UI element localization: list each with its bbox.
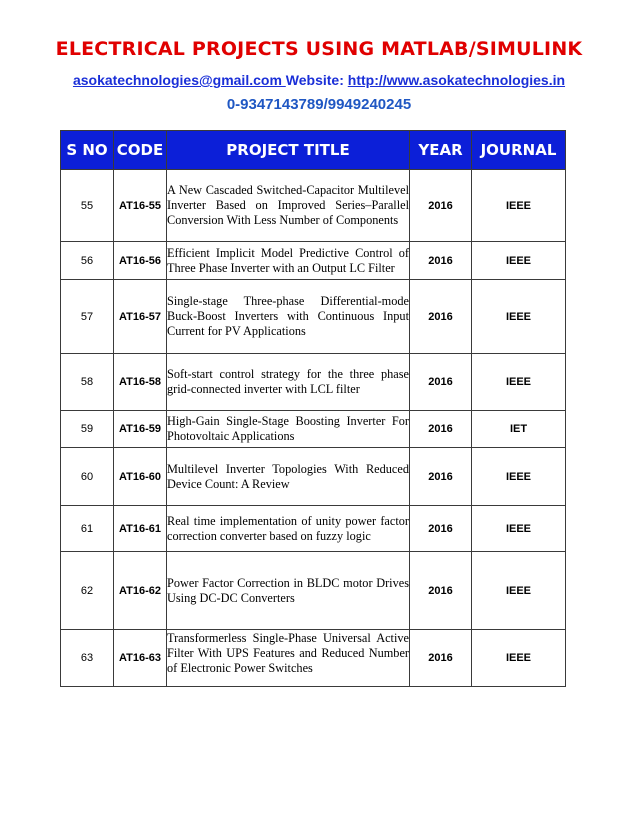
cell-year: 2016 bbox=[410, 280, 472, 354]
cell-code: AT16-62 bbox=[114, 552, 167, 630]
cell-year: 2016 bbox=[410, 506, 472, 552]
cell-title: Power Factor Correction in BLDC motor Drives Using DC-DC Converters bbox=[167, 552, 410, 630]
cell-sno: 59 bbox=[61, 411, 114, 448]
cell-code: AT16-60 bbox=[114, 448, 167, 506]
cell-code: AT16-55 bbox=[114, 170, 167, 242]
column-header-title: PROJECT TITLE bbox=[167, 131, 410, 170]
cell-code: AT16-63 bbox=[114, 630, 167, 687]
cell-code: AT16-57 bbox=[114, 280, 167, 354]
cell-title: Efficient Implicit Model Predictive Control of Three Phase Inverter with an Output LC Filter bbox=[167, 242, 410, 280]
cell-sno: 62 bbox=[61, 552, 114, 630]
cell-title: Multilevel Inverter Topologies With Reduced Device Count: A Review bbox=[167, 448, 410, 506]
phone-number: 0-9347143789/9949240245 bbox=[226, 96, 412, 113]
table-row bbox=[61, 448, 566, 506]
cell-sno: 58 bbox=[61, 354, 114, 411]
contact-line bbox=[0, 72, 638, 88]
email-link[interactable]: asokatechnologies@gmail.com bbox=[72, 72, 286, 88]
table-row bbox=[61, 630, 566, 687]
column-header-year: YEAR bbox=[410, 131, 472, 170]
cell-year: 2016 bbox=[410, 242, 472, 280]
cell-title: Soft-start control strategy for the three phase grid-connected inverter with LCL filter bbox=[167, 354, 410, 411]
cell-title: Single-stage Three-phase Differential-mode Buck-Boost Inverters with Continuous Input Current for PV Applications bbox=[167, 280, 410, 354]
page-title: ELECTRICAL PROJECTS USING MATLAB/SIMULINK bbox=[55, 38, 583, 60]
cell-code: AT16-61 bbox=[114, 506, 167, 552]
cell-journal: IEEE bbox=[472, 552, 566, 630]
cell-title: High-Gain Single-Stage Boosting Inverter For Photovoltaic Applications bbox=[167, 411, 410, 448]
table-row bbox=[61, 170, 566, 242]
projects-table bbox=[60, 130, 566, 687]
cell-journal: IEEE bbox=[472, 630, 566, 687]
cell-sno: 63 bbox=[61, 630, 114, 687]
cell-sno: 61 bbox=[61, 506, 114, 552]
table-row bbox=[61, 506, 566, 552]
table-row bbox=[61, 552, 566, 630]
cell-year: 2016 bbox=[410, 630, 472, 687]
cell-year: 2016 bbox=[410, 411, 472, 448]
cell-journal: IEEE bbox=[472, 506, 566, 552]
cell-year: 2016 bbox=[410, 552, 472, 630]
column-header-journal: JOURNAL bbox=[472, 131, 566, 170]
table-row bbox=[61, 354, 566, 411]
cell-code: AT16-58 bbox=[114, 354, 167, 411]
cell-journal: IEEE bbox=[472, 170, 566, 242]
cell-sno: 57 bbox=[61, 280, 114, 354]
cell-journal: IET bbox=[472, 411, 566, 448]
cell-year: 2016 bbox=[410, 170, 472, 242]
table-row bbox=[61, 280, 566, 354]
website-label: Website: bbox=[285, 72, 348, 88]
table-header-row bbox=[61, 131, 566, 170]
cell-journal: IEEE bbox=[472, 242, 566, 280]
cell-sno: 56 bbox=[61, 242, 114, 280]
cell-journal: IEEE bbox=[472, 280, 566, 354]
cell-title: Transformerless Single-Phase Universal Active Filter With UPS Features and Reduced Number of Electronic Power Switches bbox=[167, 630, 410, 687]
column-header-sno: S NO bbox=[61, 131, 114, 170]
cell-sno: 55 bbox=[61, 170, 114, 242]
cell-title: Real time implementation of unity power factor correction converter based on fuzzy logic bbox=[167, 506, 410, 552]
column-header-code: CODE bbox=[114, 131, 167, 170]
cell-year: 2016 bbox=[410, 448, 472, 506]
cell-code: AT16-56 bbox=[114, 242, 167, 280]
cell-year: 2016 bbox=[410, 354, 472, 411]
cell-code: AT16-59 bbox=[114, 411, 167, 448]
cell-title: A New Cascaded Switched-Capacitor Multilevel Inverter Based on Improved Series–Parallel Conversion With Less Number of Components bbox=[167, 170, 410, 242]
cell-journal: IEEE bbox=[472, 448, 566, 506]
website-link[interactable]: http://www.asokatechnologies.in bbox=[347, 72, 566, 88]
cell-journal: IEEE bbox=[472, 354, 566, 411]
table-row bbox=[61, 411, 566, 448]
table-row bbox=[61, 242, 566, 280]
cell-sno: 60 bbox=[61, 448, 114, 506]
